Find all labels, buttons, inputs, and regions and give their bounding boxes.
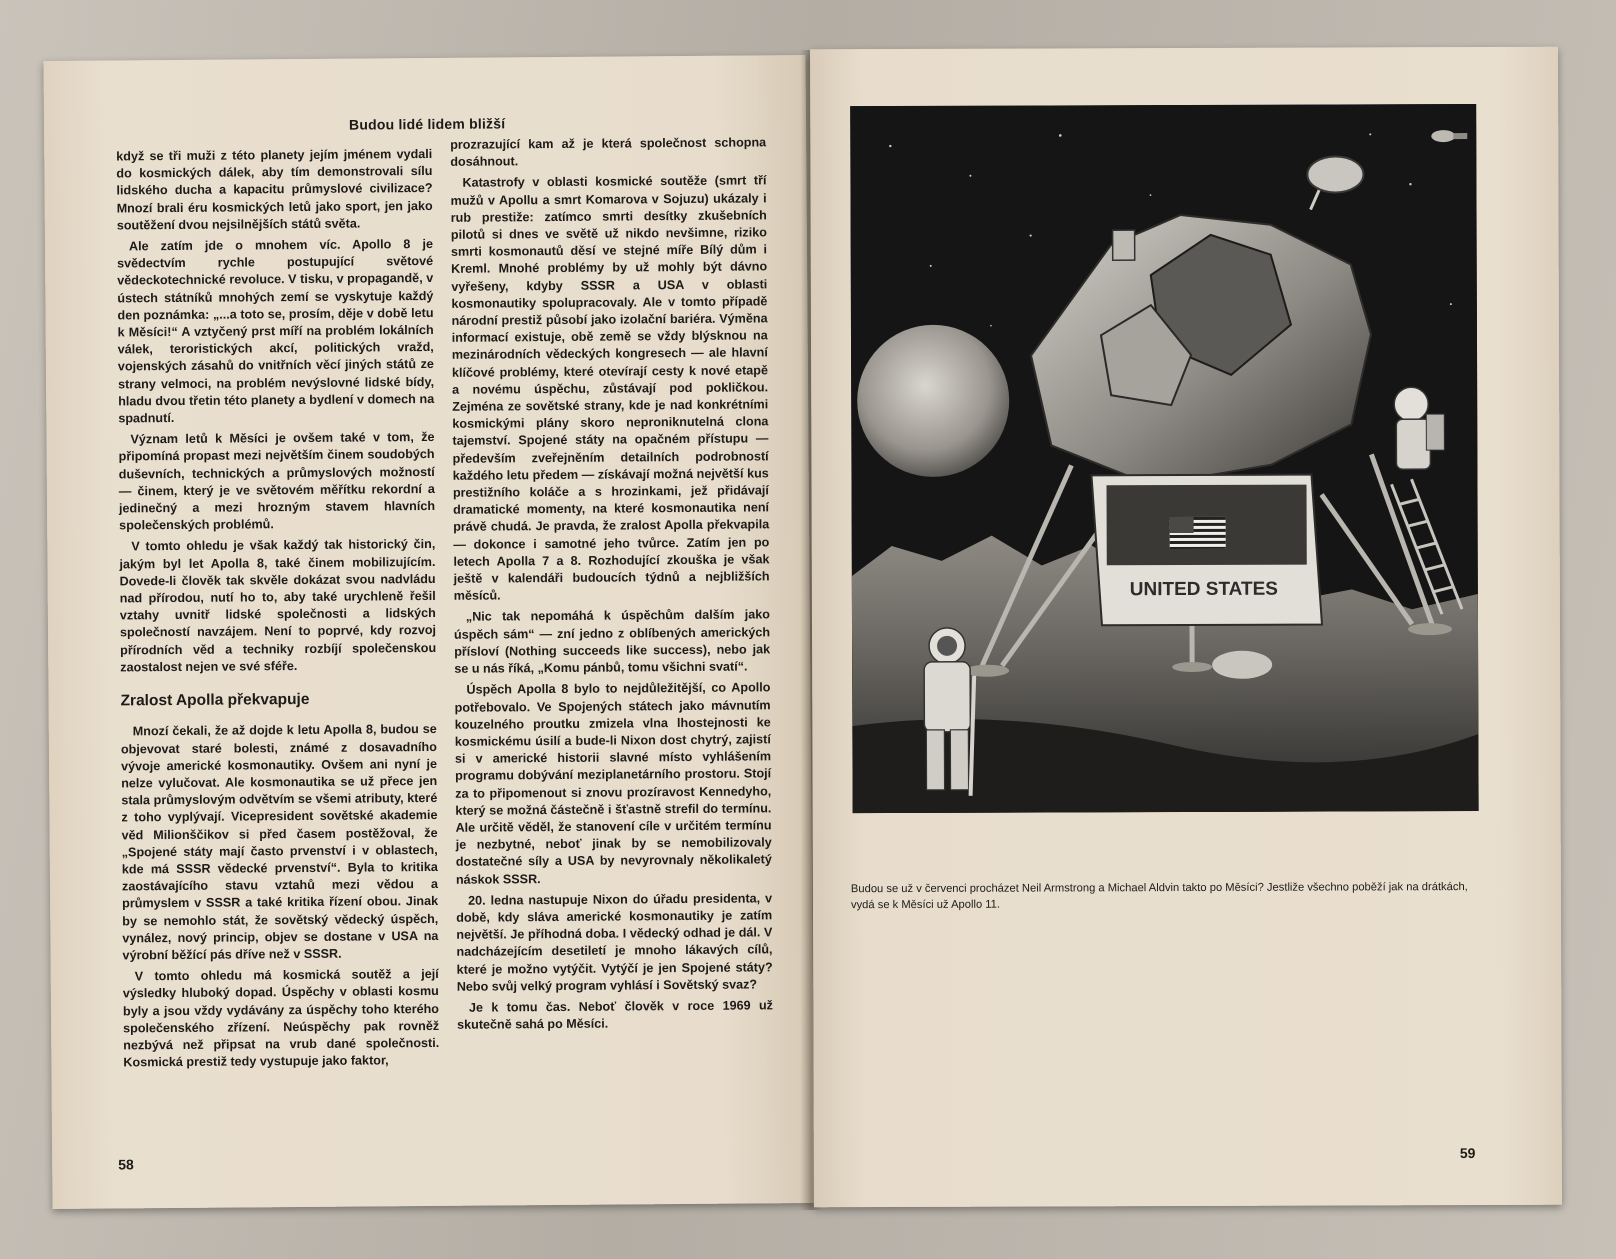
paragraph: V tomto ohledu má kosmická soutěž a její výsledky hluboký dopad. Úspěchy v oblasti kosmu byly a jsou vždy vydávány za úspěchy toho kterého společenského zřízení. Neúspěchy pak rovněž nezbývá než připsat na vrub dané společnosti. Kosmická prestiž tedy vystupuje jako faktor, <box>122 967 440 1070</box>
running-heading: Budou lidé lidem bližší <box>348 115 506 133</box>
paragraph: 20. ledna nastupuje Nixon do úřadu presidenta, v době, kdy sláva americké kosmonautiky je zatím největší. Je příhodná doba. I vědecký odhad je dál. V nadcházejícím desetiletí je mnoho lákavých cílů, které je možno vytýčit. Vytýčí je jen Spojené státy? Nebo svůj velký program vyhlásí i Sovětský svaz? <box>456 891 773 994</box>
page-number-right: 59 <box>1459 1144 1476 1162</box>
right-text-column <box>450 134 773 1038</box>
paragraph: když se tři muži z této planety jejím jménem vydali do kosmických dálek, aby tím demonstrovali sílu lidského ducha a kapacitu průmyslové civilizace? Mnozí brali éru kosmických letů jako sport, jen jako soutěžení dvou nejsilnějších států světa. <box>116 146 433 233</box>
paragraph: prozrazující kam až je která společnost schopna dosáhnout. <box>450 135 767 170</box>
paragraph: „Nic tak nepomáhá k úspěchům dalším jako úspěch sám“ — zní jedno z oblíbených amerických přísloví (Nothing succeeds like success), nebo jak se u nás říká, „Komu pánbů, tomu všichni svatí“. <box>453 607 771 676</box>
paragraph: Je k tomu čas. Neboť člověk v roce 1969 už skutečně sahá po Měsíci. <box>457 998 773 1032</box>
paragraph: Ale zatím jde o mnohem víc. Apollo 8 je svědectvím rychle postupující světové vědeckotechnické revoluce. V tisku, v propagandě, v ústech státníků mnohých zemí se vyskytuje každý den poznámka: „...a toto se, prosím, děje v době letu k Měsíci!“ A vztyčený prst míří na problém lokálních válek, teroristických akcí, politických vražd, vojenských zásahů do vnitřních věcí jiných států ze strany velmoci, na problém nevýslovné lidské bídy, hladu dvou třetin této planety a bydlení v domech na spadnutí. <box>117 236 435 426</box>
left-text-column <box>116 146 439 1076</box>
paragraph: Úspěch Apolla 8 bylo to nejdůležitější, co Apollo potřebovalo. Ve Spojených státech jako mávnutím kouzelného proutku zmizela vlna lhostejnosti ke kosmickému úsilí a bude-li Nixon dost chytrý, zajistí si v americké historii slavné místo vyhlášením programu dobývání meziplanetárního prostoru. Stojí za to připomenout si znovu prozíravost Kennedyho, který se možná částečně i šťastně strefil do termínu. Ale určitě věděl, že stanovení cíle v určitém termínu je nezbytné, neboť jinak by se nemobilizovaly dostatečné síly a USA by nevyrovnaly několikaletý náskok SSSR. <box>454 680 772 887</box>
earth-crescent <box>1212 651 1272 679</box>
us-flag <box>1170 517 1226 549</box>
paragraph: Mnozí čekali, že až dojde k letu Apolla 8, budou se objevovat staré bolesti, známé z dosavadního vývoje americké kosmonautiky. Ovšem ani nyní je nelze vylučovat. Ale kosmonautika se už přece jen stala průmyslovým odvětvím se všemi atributy, které z toho vyplývají. Vicepresident sovětské akademie věd Milionščikov si před časem postěžoval, že „Spojené státy mají často prvenství i v oblastech, kde má SSSR vědecké prvenství“. Byla to kritika zaostávajícího stavu vztahů mezi vědou a průmyslem v SSSR a také kritika řízení obou. Jinak by se nemohlo stát, že sovětský vědecký úspěch, vynález, nový princip, objev se dostane v USA na výrobní běžící pás dříve než v SSSR. <box>120 722 439 963</box>
rcs-thruster <box>1113 230 1135 260</box>
paragraph: Význam letů k Měsíci je ovšem také v tom, že připomíná propast mezi největším činem soudobých duševních, technických a průmyslových možností — činem, který je ve světovém měřítku rekordní a jedinečný a mezi hrozným stavem hlavních společenských problémů. <box>118 430 436 533</box>
page-number-left: 58 <box>118 1156 134 1173</box>
section-title: Zralost Apolla překvapuje <box>120 691 310 710</box>
lunar-module-illustration <box>850 104 1478 813</box>
paragraph: V tomto ohledu je však každý tak historický čin, jakým byl let Apolla 8, také činem mobilizujícím. Dovede-li člověk tak skvěle dokázat svou nadvládu nad přírodou, nutí ho to, aby také urychleně řešil vztahy uvnitř lidské společnosti a lidských společností navzájem. Není to poprvé, kdy rozvoj přírodních věd a techniky rozbíjí společenskou zaostalost nejen ve své sféře. <box>119 537 437 675</box>
right-page <box>810 47 1562 1208</box>
paragraph: Katastrofy v oblasti kosmické soutěže (smrt tří mužů v Apollu a smrt Komarova v Sojuzu) ukázaly i rub prestiže: zatímco smrti desítky zkušebních pilotů si dnes ve světě už nikdo nevšimne, riziko smrti kosmonautů děsí ve stejné míře Bílý dům i Kreml. Mnohé problémy by už mohly být dávno vyřešeny, kdyby SSSR a USA v oblasti kosmonautiky spolupracovaly. Ale v tomto případě národní prestiž působí jako izolační bariéra. Výměna informací existuje, obě země se vždy blýsknou na mezinárodních vědeckých kongresech — ale hlavní klíčové problémy, které otevírají cesty k nové etapě a novému úspěchu, zůstávají pod pokličkou. Zejména ze sovětské strany, kde je nad konkrétními kosmickými plány skoro neproniknutelná clona tajemství. Spojené státy na opačném přístupu — především zveřejněním detailních podrobností každého letu předem — získávají možná největší kus prestižního koláče a s hrozinkami, jež přidávají dramatické momenty, na které kosmonautika není právě chudá. Je pravda, že zralost Apolla překvapila — dokonce i samotné jeho tvůrce. Zatím jen po letech Apolla 7 a 8. Rozhodující zkouška je však ještě v kalendáři budoucích týdnů a nejbližších měsíců. <box>450 173 770 604</box>
illustration-caption: Budou se už v červenci procházet Neil Armstrong a Michael Aldvin takto po Měsíci? Jestliže všechno poběží jak na drátkách, vydá se k Měsíci už Apollo 11. <box>850 881 1468 912</box>
moon-disk <box>857 325 1010 478</box>
lunar-scene-svg <box>850 104 1478 813</box>
left-page <box>44 55 815 1209</box>
united-states-label: UNITED STATES <box>1129 578 1278 601</box>
